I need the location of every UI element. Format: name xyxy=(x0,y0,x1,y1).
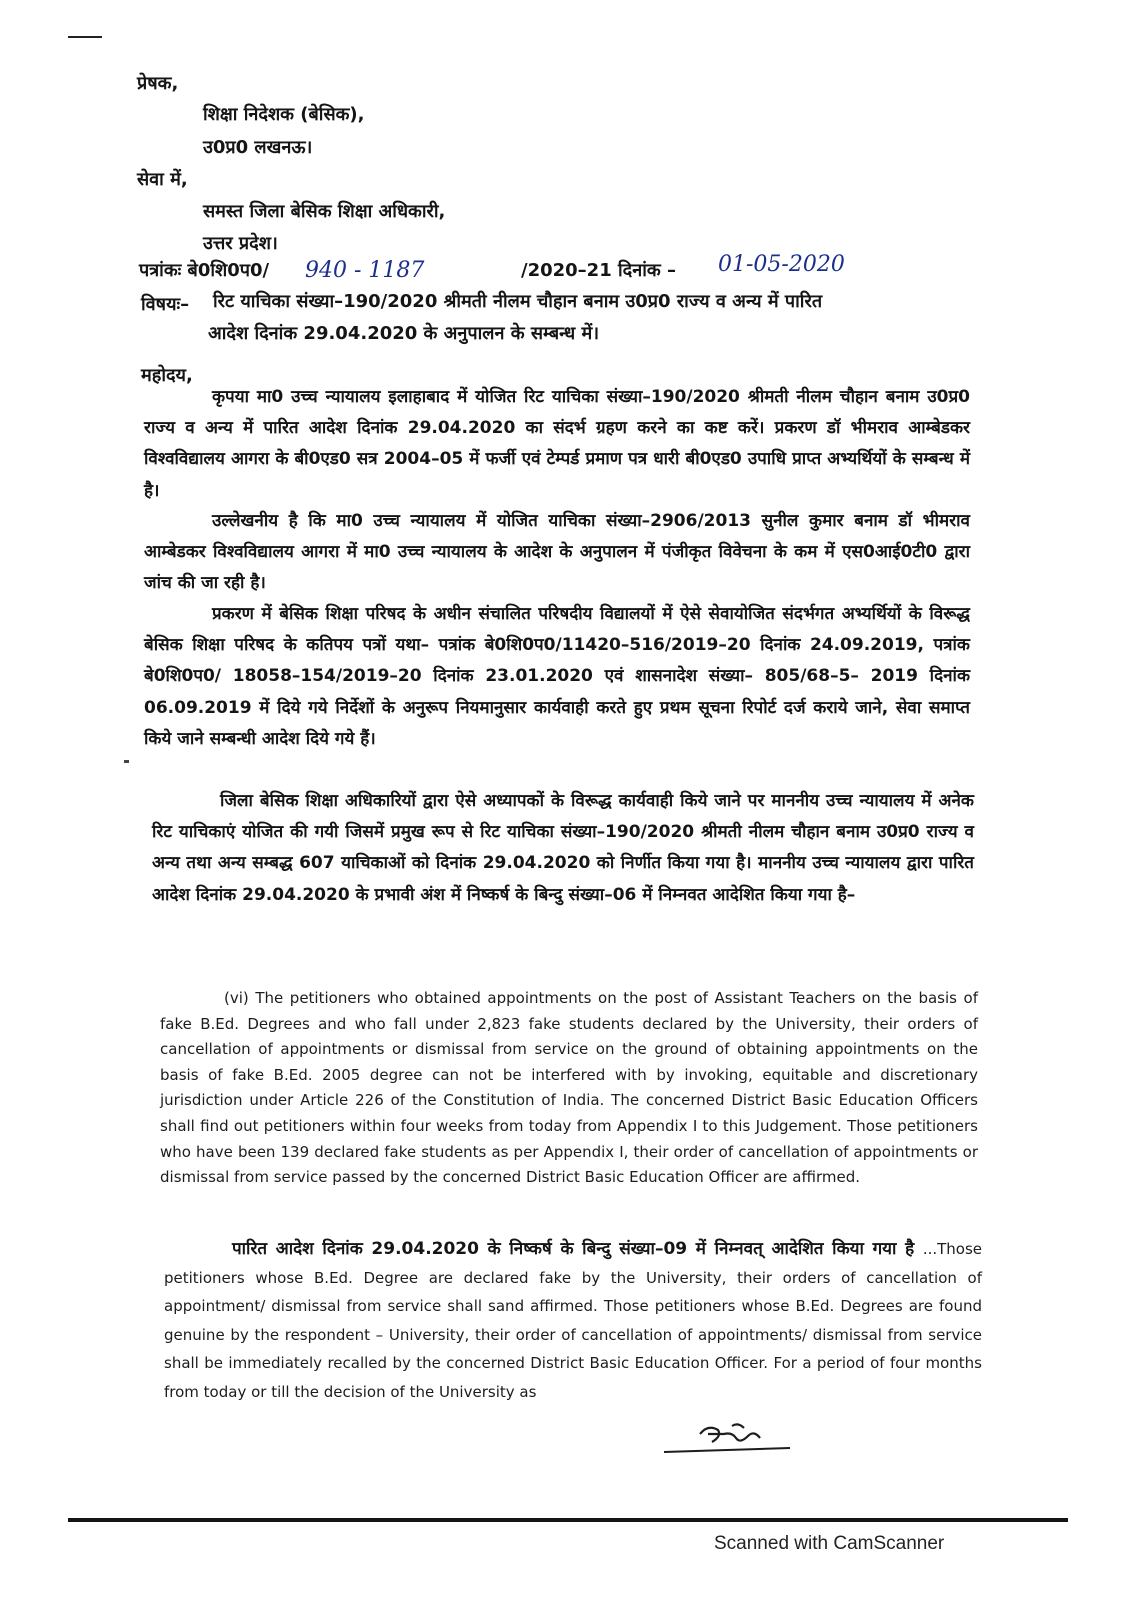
recipient-label: सेवा में, xyxy=(137,169,188,190)
scanner-watermark: Scanned with CamScanner xyxy=(714,1533,945,1554)
page-bottom-rule xyxy=(68,1518,1068,1522)
reference-number-handwritten: 940 - 1187 xyxy=(305,258,425,283)
sender-line-2: उ0प्र0 लखनऊ। xyxy=(203,137,313,158)
court-order-quote: (vi) The petitioners who obtained appointments on the post of Assistant Teachers on the basis of fake B.Ed. Degrees and who fall under 2,823 fake students declared by the University, their orders of cancellation of appointments or dismissal from service on the ground of obtaining appointments on the basis of fake B.Ed. 2005 degree can not be interfered with by invoking, equitable and discretionary jurisdiction under Article 226 of the Constitution of India. The concerned District Basic Education Officers shall find out petitioners within four weeks from today from Appendix I to this Judgement. Those petitioners who have been 139 declared fake students as per Appendix I, their order of cancellation of appointments or dismissal from service passed by the concerned District Basic Education Officer are affirmed. xyxy=(160,989,978,1187)
sender-label: प्रेषक, xyxy=(137,73,179,94)
sender-line-1: शिक्षा निदेशक (बेसिक), xyxy=(203,104,365,125)
paragraph-3: प्रकरण में बेसिक शिक्षा परिषद के अधीन संचालित परिषदीय विद्यालयों में ऐसे सेवायोजित संदर्भगत अभ्यर्थियों के विरूद्ध बेसिक शिक्षा परिषद के कतिपय पत्रों यथा– पत्रांक बे0शि0प0/11420–516/2019–20 दिनांक 24.09.2019, पत्रांक बे0शि0प0/ 18058–154/2019–20 दिनांक 23.01.2020 एवं शासनादेश संख्या– 805/68–5– 2019 दिनांक 06.09.2019 में दिये गये निर्देशों के अनुरूप नियमानुसार कार्यवाही करते हुए प्रथम सूचना रिपोर्ट दर्ज कराये जाने, सेवा समाप्त किये जाने सम्बन्धी आदेश दिये गये हैं। xyxy=(144,604,970,749)
recipient-line-1: समस्त जिला बेसिक शिक्षा अधिकारी, xyxy=(203,201,446,222)
corner-mark xyxy=(68,36,102,38)
reference-suffix: /2020–21 दिनांक – xyxy=(521,260,676,281)
reference-prefix: पत्रांकः बे0शि0प0/ xyxy=(139,260,270,281)
subject-line-1: रिट याचिका संख्या–190/2020 श्रीमती नीलम चौहान बनाम उ0प्र0 राज्य व अन्य में पारित xyxy=(213,291,823,312)
paragraph-2: उल्लेखनीय है कि मा0 उच्च न्यायालय में योजित याचिका संख्या–2906/2013 सुनील कुमार बनाम डॉ भीमराव आम्बेडकर विश्वविद्यालय आगरा में मा0 उच्च न्यायालय के आदेश के अनुपालन में पंजीकृत विवेचना के कम में एस0आई0टी0 द्वारा जांच की जा रही है। xyxy=(144,511,970,594)
subject-line-2: आदेश दिनांक 29.04.2020 के अनुपालन के सम्बन्ध में। xyxy=(208,323,600,344)
margin-tick xyxy=(124,760,129,763)
signature xyxy=(662,1416,792,1462)
subject-label: विषयः– xyxy=(141,294,190,315)
salutation: महोदय, xyxy=(141,365,193,386)
paragraph-5 xyxy=(164,1235,982,1407)
paragraph-4: जिला बेसिक शिक्षा अधिकारियों द्वारा ऐसे अध्यापकों के विरूद्ध कार्यवाही किये जाने पर माननीय उच्च न्यायालय में अनेक रिट याचिकाएं योजित की गयी जिसमें प्रमुख रूप से रिट याचिका संख्या–190/2020 श्रीमती नीलम चौहान बनाम उ0प्र0 राज्य व अन्य तथा अन्य सम्बद्ध 607 याचिकाओं को दिनांक 29.04.2020 को निर्णीत किया गया है। माननीय उच्च न्यायालय द्वारा पारित आदेश दिनांक 29.04.2020 के प्रभावी अंश में निष्कर्ष के बिन्दु संख्या–06 में निम्नवत आदेशित किया गया है– xyxy=(152,791,974,905)
date-handwritten: 01-05-2020 xyxy=(718,252,845,277)
paragraph-5-hindi: पारित आदेश दिनांक 29.04.2020 के निष्कर्ष के बिन्दु संख्या–09 में निम्नवत् आदेशित किया गया है xyxy=(232,1239,915,1259)
paragraph-5-english: ...Those petitioners whose B.Ed. Degree are declared fake by the University, their orders of cancellation of appointment/ dismissal from service shall sand affirmed. Those petitioners whose B.Ed. Degrees are found genuine by the respondent – University, their order of cancellation of appointments/ dismissal from service shall be immediately recalled by the concerned District Basic Education Officer. For a period of four months from today or till the decision of the University as xyxy=(164,1240,983,1401)
recipient-line-2: उत्तर प्रदेश। xyxy=(203,233,278,254)
paragraph-1: कृपया मा0 उच्च न्यायालय इलाहाबाद में योजित रिट याचिका संख्या–190/2020 श्रीमती नीलम चौहान बनाम उ0प्र0 राज्य व अन्य में पारित आदेश दिनांक 29.04.2020 का संदर्भ ग्रहण करने का कष्ट करें। प्रकरण डॉ भीमराव आम्बेडकर विश्वविद्यालय आगरा के बी0एड0 सत्र 2004–05 में फर्जी एवं टेम्पर्ड प्रमाण पत्र धारी बी0एड0 उपाधि प्राप्त अभ्यर्थियों के सम्बन्ध में है। xyxy=(144,387,970,501)
